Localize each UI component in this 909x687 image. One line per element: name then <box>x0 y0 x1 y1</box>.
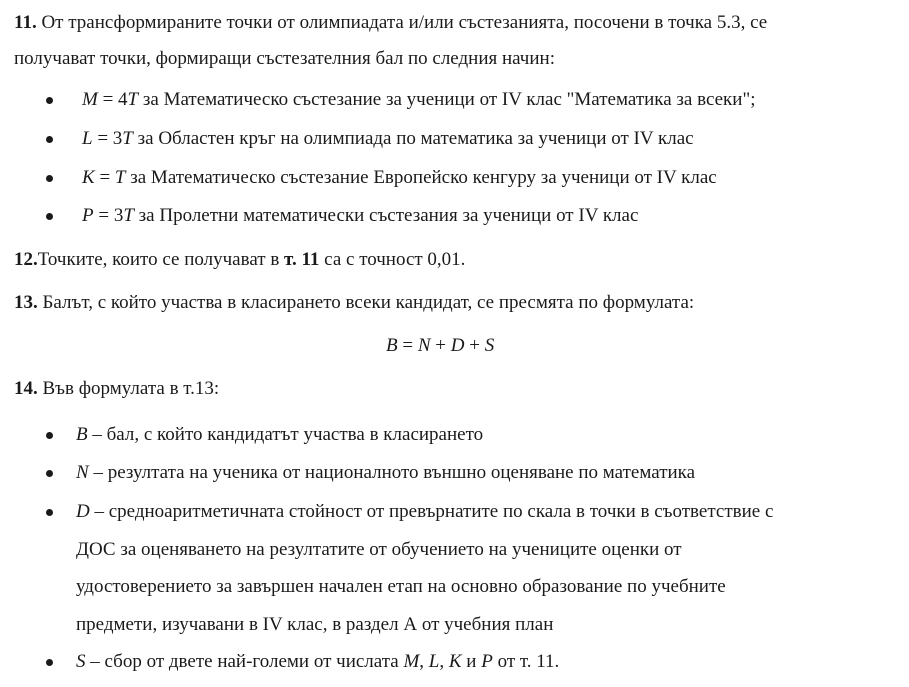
formula-plus-1: + <box>430 335 451 356</box>
item-13-number: 13. <box>14 292 38 313</box>
item-11-bullet-m <box>82 87 756 113</box>
text-s-after: от т. 11. <box>492 651 560 672</box>
var-b: B <box>76 424 88 445</box>
text-l: за Областен кръг на олимпиада по математика за ученици от IV клас <box>132 128 694 149</box>
item-11-bullet-p <box>82 203 638 229</box>
formula-s: S <box>484 335 495 356</box>
s-var-k: K <box>448 651 462 672</box>
item-11-line-2 <box>14 46 555 72</box>
bullet-dot <box>46 509 53 516</box>
formula-eq: = <box>397 335 418 356</box>
item-11-text-line-1: От трансформираните точки от олимпиадата и/или състезанията, посочени в точка 5.3, се <box>41 12 768 33</box>
text-m: за Математическо състезание за ученици от IV клас "Математика за всеки"; <box>138 89 756 110</box>
bullet-dot <box>46 470 53 477</box>
formula-plus-2: + <box>464 335 485 356</box>
item-12-text-before: Точките, които се получават в <box>37 249 285 270</box>
var-n: N <box>76 462 89 483</box>
item-14-bullet-d-line-2 <box>76 537 682 563</box>
bullet-dot <box>46 136 53 143</box>
eq-l: = 3 <box>92 128 123 149</box>
item-12-number: 12. <box>14 249 38 270</box>
s-var-m: M <box>403 651 420 672</box>
item-14-bullet-n <box>76 460 695 486</box>
eq-m: = 4 <box>97 89 128 110</box>
s-var-p: P <box>481 651 493 672</box>
s-sep-2: , <box>439 651 449 672</box>
item-14-bullet-b <box>76 422 483 448</box>
bullet-dot <box>46 97 53 104</box>
s-and: и <box>461 651 482 672</box>
text-k: за Математическо състезание Европейско кенгуру за ученици от IV клас <box>125 167 717 188</box>
var-k: K <box>82 167 95 188</box>
s-sep-1: , <box>419 651 429 672</box>
var-p: P <box>82 205 94 226</box>
score-formula <box>386 333 494 359</box>
coef-k: T <box>114 167 126 188</box>
bullet-dot <box>46 213 53 220</box>
item-14-line <box>14 376 219 402</box>
text-b: – бал, с който кандидатът участва в класирането <box>87 424 484 445</box>
item-14-text: Във формулата в т.13: <box>37 378 220 399</box>
formula-n: N <box>417 335 431 356</box>
item-14-bullet-d-line-3 <box>76 574 726 600</box>
var-d: D <box>76 501 90 522</box>
item-13-line <box>14 290 694 316</box>
text-d-line-4: предмети, изучавани в IV клас, в раздел А от учебния план <box>76 614 554 635</box>
item-11-bullet-l <box>82 126 694 152</box>
text-d-line-3: удостоверението за завършен начален етап на основно образование по учебните <box>76 576 726 597</box>
item-11-number: 11. <box>14 12 37 33</box>
item-12-ref: т. 11 <box>284 249 320 270</box>
coef-p: T <box>123 205 134 226</box>
item-11-line-1 <box>14 10 767 36</box>
item-13-text: Балът, с който участва в класирането всеки кандидат, се пресмята по формулата: <box>37 292 695 313</box>
coef-m: T <box>127 89 139 110</box>
formula-b: B <box>386 335 398 356</box>
item-14-bullet-d-line-4 <box>76 612 553 638</box>
eq-k: = <box>94 167 115 188</box>
item-14-number: 14. <box>14 378 38 399</box>
eq-p: = 3 <box>93 205 124 226</box>
item-12-line <box>14 247 465 273</box>
item-14-bullet-s <box>76 649 559 675</box>
text-d-line-1: – средноаритметичната стойност от превърнатите по скала в точки в съответствие с <box>89 501 774 522</box>
bullet-dot <box>46 432 53 439</box>
var-l: L <box>82 128 93 149</box>
bullet-dot <box>46 175 53 182</box>
item-12-text-after: са с точност 0,01. <box>319 249 466 270</box>
text-s-before: – сбор от двете най-големи от числата <box>85 651 404 672</box>
formula-d: D <box>450 335 465 356</box>
var-m: M <box>82 89 98 110</box>
var-s: S <box>76 651 86 672</box>
text-n: – резултата на ученика от националното външно оценяване по математика <box>88 462 696 483</box>
item-11-text-line-2: получават точки, формиращи състезателния бал по следния начин: <box>14 48 555 69</box>
item-11-bullet-k <box>82 165 717 191</box>
text-d-line-2: ДОС за оценяването на резултатите от обучението на учениците оценки от <box>76 539 682 560</box>
bullet-dot <box>46 659 53 666</box>
text-p: за Пролетни математически състезания за ученици от IV клас <box>133 205 639 226</box>
s-var-l: L <box>428 651 440 672</box>
item-14-bullet-d-line-1 <box>76 499 773 525</box>
coef-l: T <box>122 128 133 149</box>
